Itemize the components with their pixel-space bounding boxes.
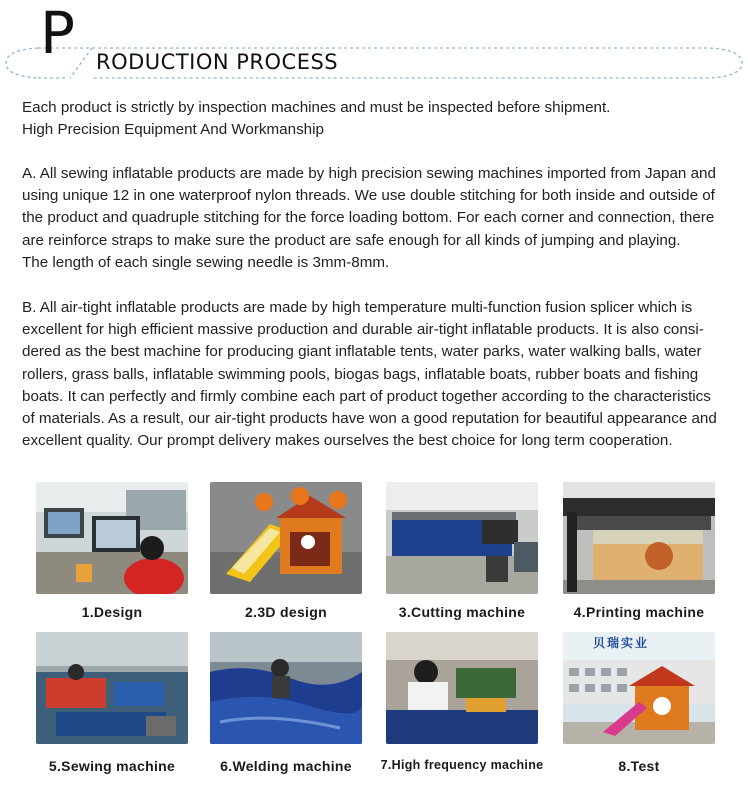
intro-line-1: Each product is strictly by inspection machines and must be inspected before shipment. bbox=[22, 99, 611, 116]
step-label-welding-machine: 6.Welding machine bbox=[220, 758, 352, 774]
paragraph-b-line: B. All air-tight inflatable products are made by high temperature multi-function fusion splicer which is bbox=[22, 299, 693, 316]
paragraph-b bbox=[22, 297, 736, 452]
intro-block bbox=[22, 97, 736, 141]
step-label-test: 8.Test bbox=[618, 758, 660, 774]
paragraph-a-line: A. All sewing inflatable products are made by high precision sewing machines imported from Japan and bbox=[22, 165, 716, 182]
paragraph-a-line: The length of each single sewing needle is 3mm-8mm. bbox=[22, 253, 390, 271]
step-label-design: 1.Design bbox=[81, 604, 143, 620]
paragraph-b-line: rollers, grass balls, inflatable swimming pools, biogas bags, inflatable boats, rubber boats and fishing bbox=[22, 365, 699, 383]
header-dashed-frame bbox=[0, 0, 748, 90]
step-label-sewing-machine: 5.Sewing machine bbox=[48, 758, 176, 774]
welding-pvc-photo bbox=[210, 632, 362, 744]
intro-line-2: High Precision Equipment And Workmanship bbox=[22, 121, 324, 139]
paragraph-a-line: using unique 12 in one waterproof nylon threads. We use double stitching for both inside and outside of bbox=[22, 187, 715, 205]
paragraph-b-line: excellent quality. Our prompt delivery makes ourselves the best choice for long term cooperation. bbox=[22, 432, 673, 450]
paragraph-a-line: are reinforce straps to make sure the product are safe enough for all kinds of jumping and playing. bbox=[22, 231, 681, 249]
paragraph-b-line: excellent for high efficient massive production and durable air-tight inflatable products. It is also consi- bbox=[22, 321, 704, 339]
step-label-high-frequency-machine: 7.High frequency machine bbox=[380, 758, 544, 772]
paragraph-b-line: of materials. As a result, our air-tight products have won a good reputation for beautiful appearance and bbox=[22, 410, 717, 428]
cutting-machine-photo bbox=[386, 482, 538, 594]
3d-bounce-house-render bbox=[210, 482, 362, 594]
paragraph-a-line: the product and quadruple stitching for the force loading bottom. For each corner and connection, there bbox=[22, 209, 715, 227]
high-frequency-machine-photo bbox=[386, 632, 538, 744]
paragraph-b-line: dered as the best machine for producing giant inflatable tents, water parks, water walking balls, water bbox=[22, 343, 702, 361]
paragraph-a bbox=[22, 163, 736, 274]
step-label-printing-machine: 4.Printing machine bbox=[573, 604, 705, 620]
step-label-3d-design: 2.3D design bbox=[245, 604, 327, 620]
paragraph-b-line: boats. It can perfectly and firmly combine each part of product together according to the characteristics bbox=[22, 387, 711, 405]
sewing-workshop-photo bbox=[36, 632, 188, 744]
printing-machine-photo bbox=[563, 482, 715, 594]
page-title: RODUCTION PROCESS bbox=[96, 50, 339, 74]
step-label-cutting-machine: 3.Cutting machine bbox=[398, 604, 526, 620]
title-initial-letter: P bbox=[40, 0, 75, 67]
section-header bbox=[0, 0, 748, 90]
inflatable-test-photo bbox=[563, 632, 715, 744]
factory-sign-text: 贝瑞实业 bbox=[593, 636, 650, 650]
design-office-photo bbox=[36, 482, 188, 594]
